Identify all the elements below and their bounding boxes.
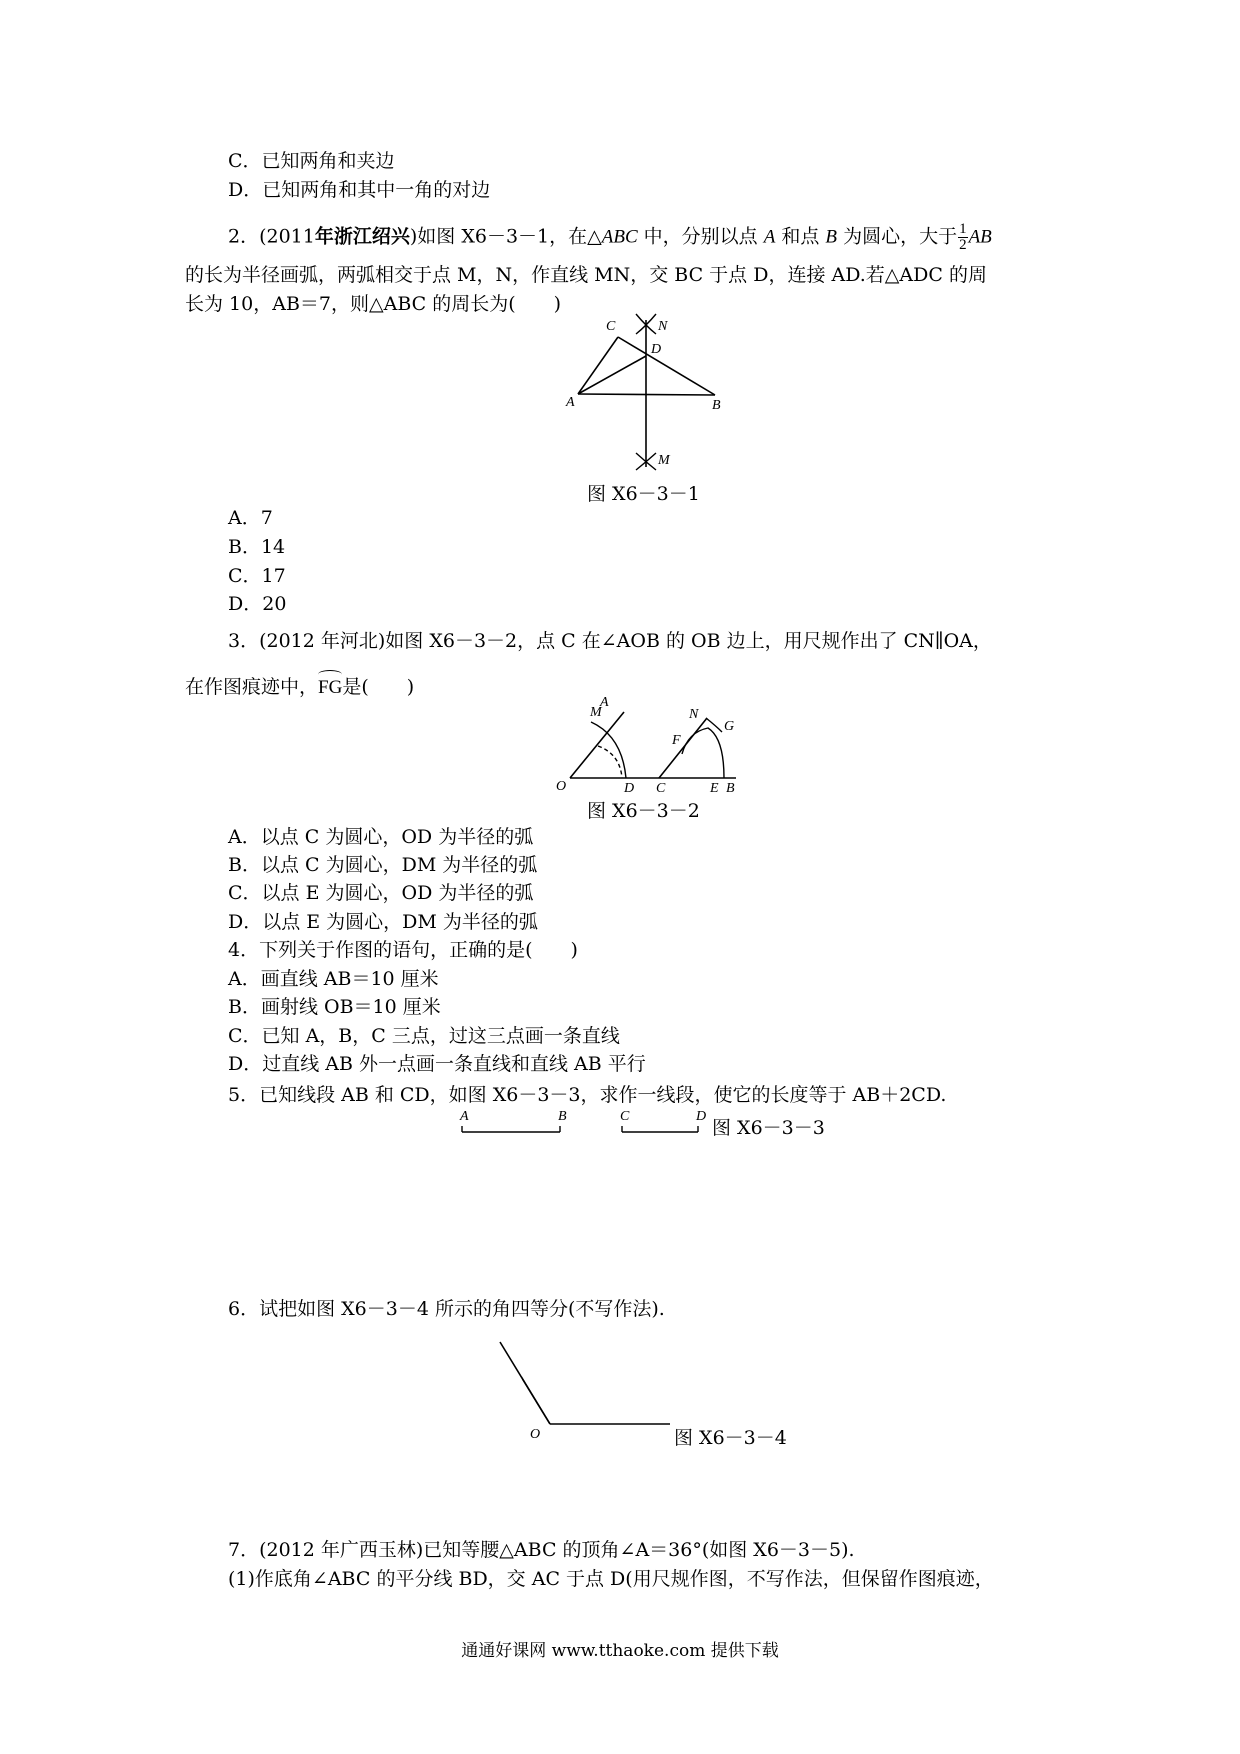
q3-option-d: D．以点 E 为圆心，DM 为半径的弧 [228, 911, 538, 933]
label-a: A [566, 395, 575, 410]
q5-stem: 5．已知线段 AB 和 CD，如图 X6－3－3，求作一线段，使它的长度等于 AB＋2CD. [228, 1084, 947, 1106]
q2-line-1 [228, 222, 992, 253]
q4-stem: 4．下列关于作图的语句，正确的是( ) [228, 939, 578, 961]
label-d: D [651, 342, 662, 357]
page-footer: 通通好课网 www.tthaoke.com 提供下载 [461, 1641, 779, 1661]
q4-option-d: D．过直线 AB 外一点画一条直线和直线 AB 平行 [228, 1053, 646, 1075]
q2-option-b: B．14 [228, 536, 286, 558]
q2-line1-b: 和点 [775, 225, 826, 248]
q7-line-2: (1)作底角∠ABC 的平分线 BD，交 AC 于点 D(用尺规作图，不写作法，但保留作图痕迹， [228, 1568, 994, 1590]
q3-arc-fg: FG [318, 670, 342, 700]
ray-cn [659, 718, 707, 778]
q2-option-c: C．17 [228, 565, 286, 587]
ray-slanted-visible [500, 1342, 550, 1424]
q2-line1-prefix: 2．(2011 [228, 225, 315, 248]
figure-x6-3-1 [560, 312, 730, 472]
label-m: M [658, 453, 670, 468]
label-c: C [620, 1109, 630, 1124]
figure-caption-x6-3-3: 图 X6－3－3 [712, 1117, 825, 1139]
label-m: M [590, 705, 602, 720]
label-g: G [724, 719, 735, 734]
q2-point-a: A [763, 226, 776, 248]
q4-option-a: A．画直线 AB＝10 厘米 [228, 968, 439, 990]
q2-line-2: 的长为半径画弧，两弧相交于点 M，N，作直线 MN，交 BC 于点 D，连接 AD.若△ADC 的周 [185, 264, 987, 286]
q1-option-c: C．已知两角和夹边 [228, 150, 395, 172]
figure-x6-3-3 [456, 1106, 716, 1138]
q2-frac-den: 2 [959, 237, 967, 253]
q2-region: 年浙江绍兴 [314, 225, 410, 248]
label-d: D [696, 1109, 707, 1124]
label-a: A [600, 695, 609, 710]
label-c: C [656, 781, 666, 796]
figure-x6-3-2 [556, 692, 746, 796]
q3-line2-suffix: 是( ) [342, 676, 415, 698]
label-e: E [710, 781, 719, 796]
q2-fraction [958, 222, 968, 253]
q7-line-1: 7．(2012 年广西玉林)已知等腰△ABC 的顶角∠A＝36°(如图 X6－3－5). [228, 1539, 855, 1561]
label-o: O [556, 779, 567, 794]
label-b: B [712, 398, 721, 413]
q3-option-a: A．以点 C 为圆心，OD 为半径的弧 [228, 826, 534, 848]
figure-caption-x6-3-2: 图 X6－3－2 [587, 800, 700, 822]
q6-stem: 6．试把如图 X6－3－4 所示的角四等分(不写作法). [228, 1298, 665, 1320]
figure-caption-x6-3-4: 图 X6－3－4 [674, 1427, 787, 1449]
label-c: C [606, 319, 616, 334]
label-d: D [624, 781, 635, 796]
segment-cb [618, 337, 715, 395]
figure-x6-3-4-upper-ray [498, 1340, 558, 1430]
q2-frac-num: 1 [959, 221, 967, 237]
segment-ac [578, 337, 618, 394]
q4-option-b: B．画射线 OB＝10 厘米 [228, 996, 441, 1018]
q2-ab: AB [968, 226, 992, 248]
q4-option-c: C．已知 A，B，C 三点，过这三点画一条直线 [228, 1025, 620, 1047]
arc-ne [682, 728, 724, 778]
segment-ad [578, 356, 646, 394]
q2-option-a: A．7 [228, 507, 273, 529]
dashed-arc [598, 746, 622, 778]
q2-point-b: B [825, 226, 838, 248]
label-f: F [672, 733, 681, 748]
q2-line1-mid: )如图 X6－3－1，在△ [409, 225, 602, 248]
label-n: N [689, 707, 699, 722]
q2-option-d: D．20 [228, 593, 287, 615]
q2-line1-a: 中，分别以点 [637, 225, 764, 248]
q3-line-2 [185, 670, 414, 700]
q3-option-b: B．以点 C 为圆心，DM 为半径的弧 [228, 854, 538, 876]
label-b: B [558, 1109, 567, 1124]
q2-abc: ABC [601, 226, 638, 248]
figure-caption-x6-3-1: 图 X6－3－1 [587, 483, 700, 505]
q3-line2-prefix: 在作图痕迹中， [185, 676, 319, 698]
label-n: N [658, 319, 668, 334]
arc-fg [706, 718, 722, 732]
q3-line-1: 3．(2012 年河北)如图 X6－3－2，点 C 在∠AOB 的 OB 边上，用尺规作出了 CN∥OA， [228, 630, 992, 652]
q1-option-d: D．已知两角和其中一角的对边 [228, 179, 491, 201]
q3-option-c: C．以点 E 为圆心，OD 为半径的弧 [228, 882, 534, 904]
q2-line1-c: 为圆心，大于 [837, 225, 958, 248]
label-b: B [726, 781, 735, 796]
label-a: A [460, 1109, 469, 1124]
q2-line-3: 长为 10，AB＝7，则△ABC 的周长为( ) [185, 293, 562, 315]
label-o: O [530, 1427, 541, 1440]
